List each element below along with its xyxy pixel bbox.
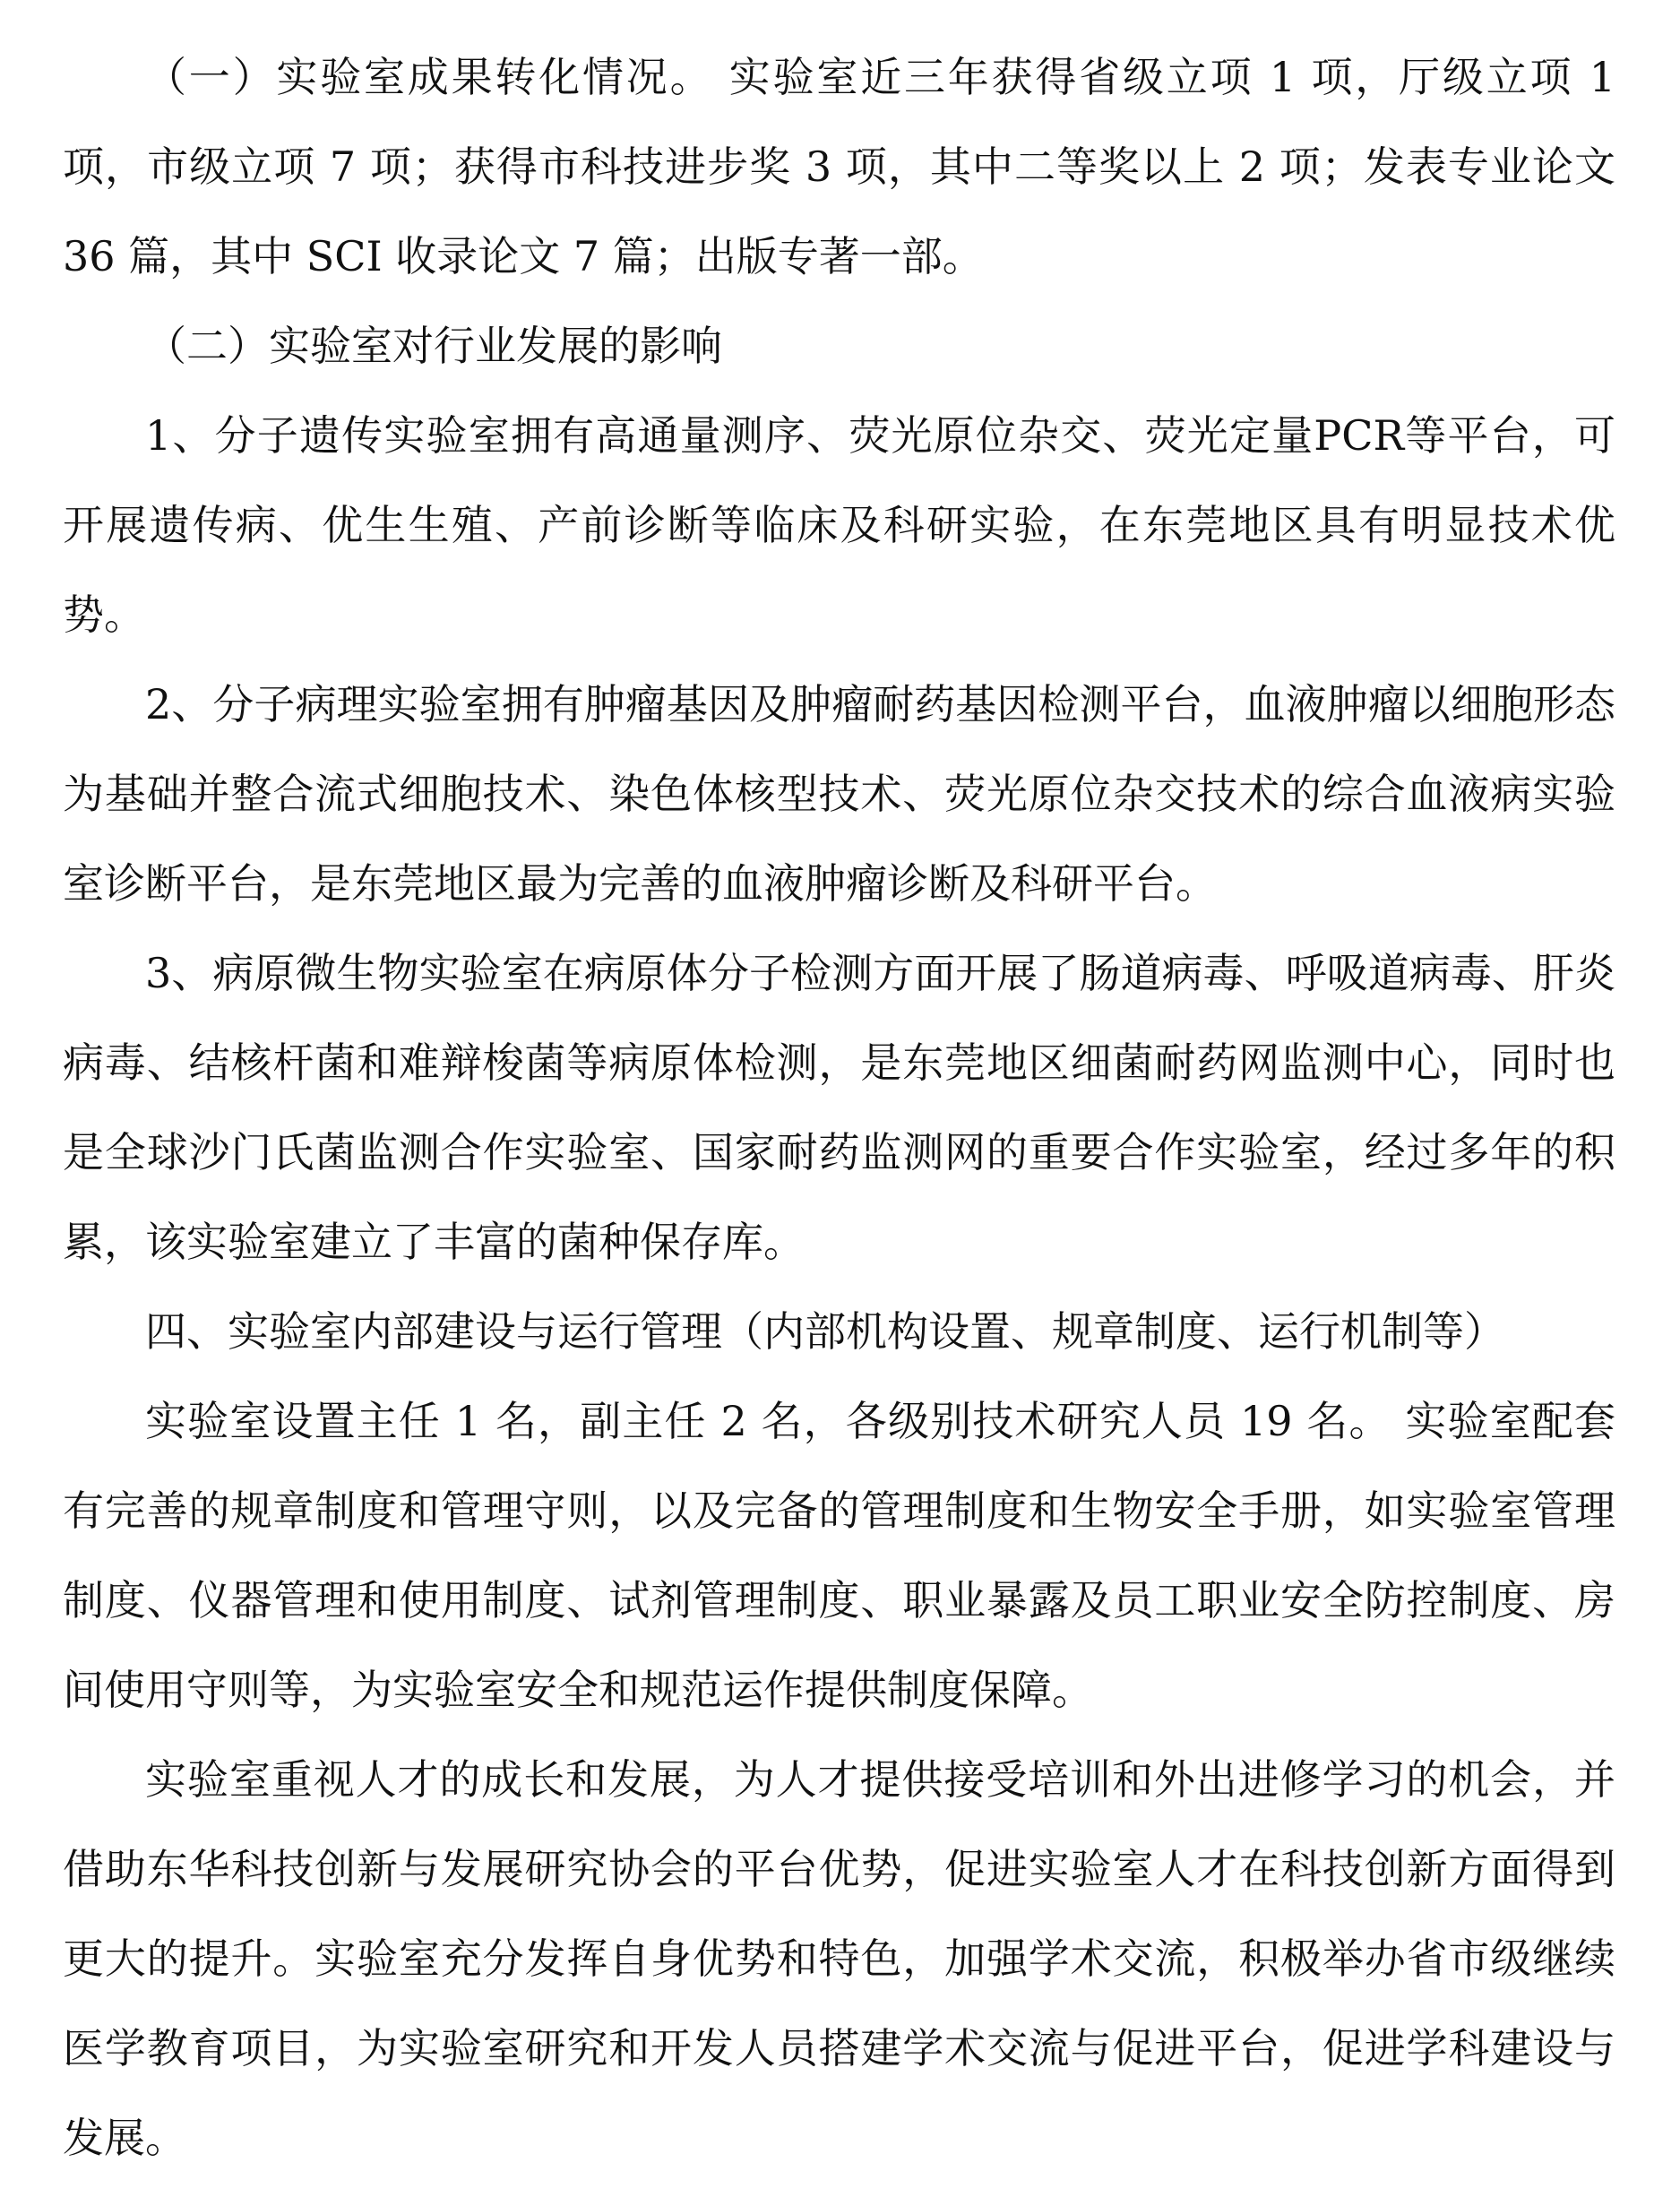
paragraph-staffing-and-regulations: 实验室设置主任 1 名，副主任 2 名，各级别技术研究人员 19 名。 实验室配套有完善的规章制度和管理守则，以及完备的管理制度和生物安全手册，如实验室管理制度、仪器管理和使用制度、试剂管理制度、职业暴露及员工职业安全防控制度、房间使用守则等，为实验室安全和规范运作提供制度保障。 [63,1397,1615,1714]
paragraph-achievement-transfer: （一）实验室成果转化情况。 实验室近三年获得省级立项 1 项，厅级立项 1 项，市级立项 7 项；获得市科技进步奖 3 项，其中二等奖以上 2 项；发表专业论文 36 篇，其中 SCI 收录论文 7 篇；出版专著一部。 [63,53,1615,280]
paragraph-molecular-genetics-lab: 1、分子遗传实验室拥有高通量测序、荧光原位杂交、荧光定量PCR等平台，可开展遗传病、优生生殖、产前诊断等临床及科研实验，在东莞地区具有明显技术优势。 [63,411,1615,639]
paragraph-talent-development: 实验室重视人才的成长和发展，为人才提供接受培训和外出进修学习的机会，并借助东华科技创新与发展研究协会的平台优势，促进实验室人才在科技创新方面得到更大的提升。实验室充分发挥自身优势和特色，加强学术交流，积极举办省市级继续医学教育项目，为实验室研究和开发人员搭建学术交流与促进平台，促进学科建设与发展。 [63,1755,1615,2162]
paragraph-molecular-pathology-lab: 2、分子病理实验室拥有肿瘤基因及肿瘤耐药基因检测平台，血液肿瘤以细胞形态为基础并整合流式细胞技术、染色体核型技术、荧光原位杂交技术的综合血液病实验室诊断平台，是东莞地区最为完善的血液肿瘤诊断及科研平台。 [63,680,1615,908]
paragraph-pathogen-microbiology-lab: 3、病原微生物实验室在病原体分子检测方面开展了肠道病毒、呼吸道病毒、肝炎病毒、结核杆菌和难辩梭菌等病原体检测，是东莞地区细菌耐药网监测中心，同时也是全球沙门氏菌监测合作实验室、国家耐药监测网的重要合作实验室，经过多年的积累，该实验室建立了丰富的菌种保存库。 [63,949,1615,1266]
subsection-heading-industry-impact: （二）实验室对行业发展的影响 [145,322,722,370]
section-heading-internal-management: 四、实验室内部建设与运行管理（内部机构设置、规章制度、运行机制等） [145,1307,1505,1356]
